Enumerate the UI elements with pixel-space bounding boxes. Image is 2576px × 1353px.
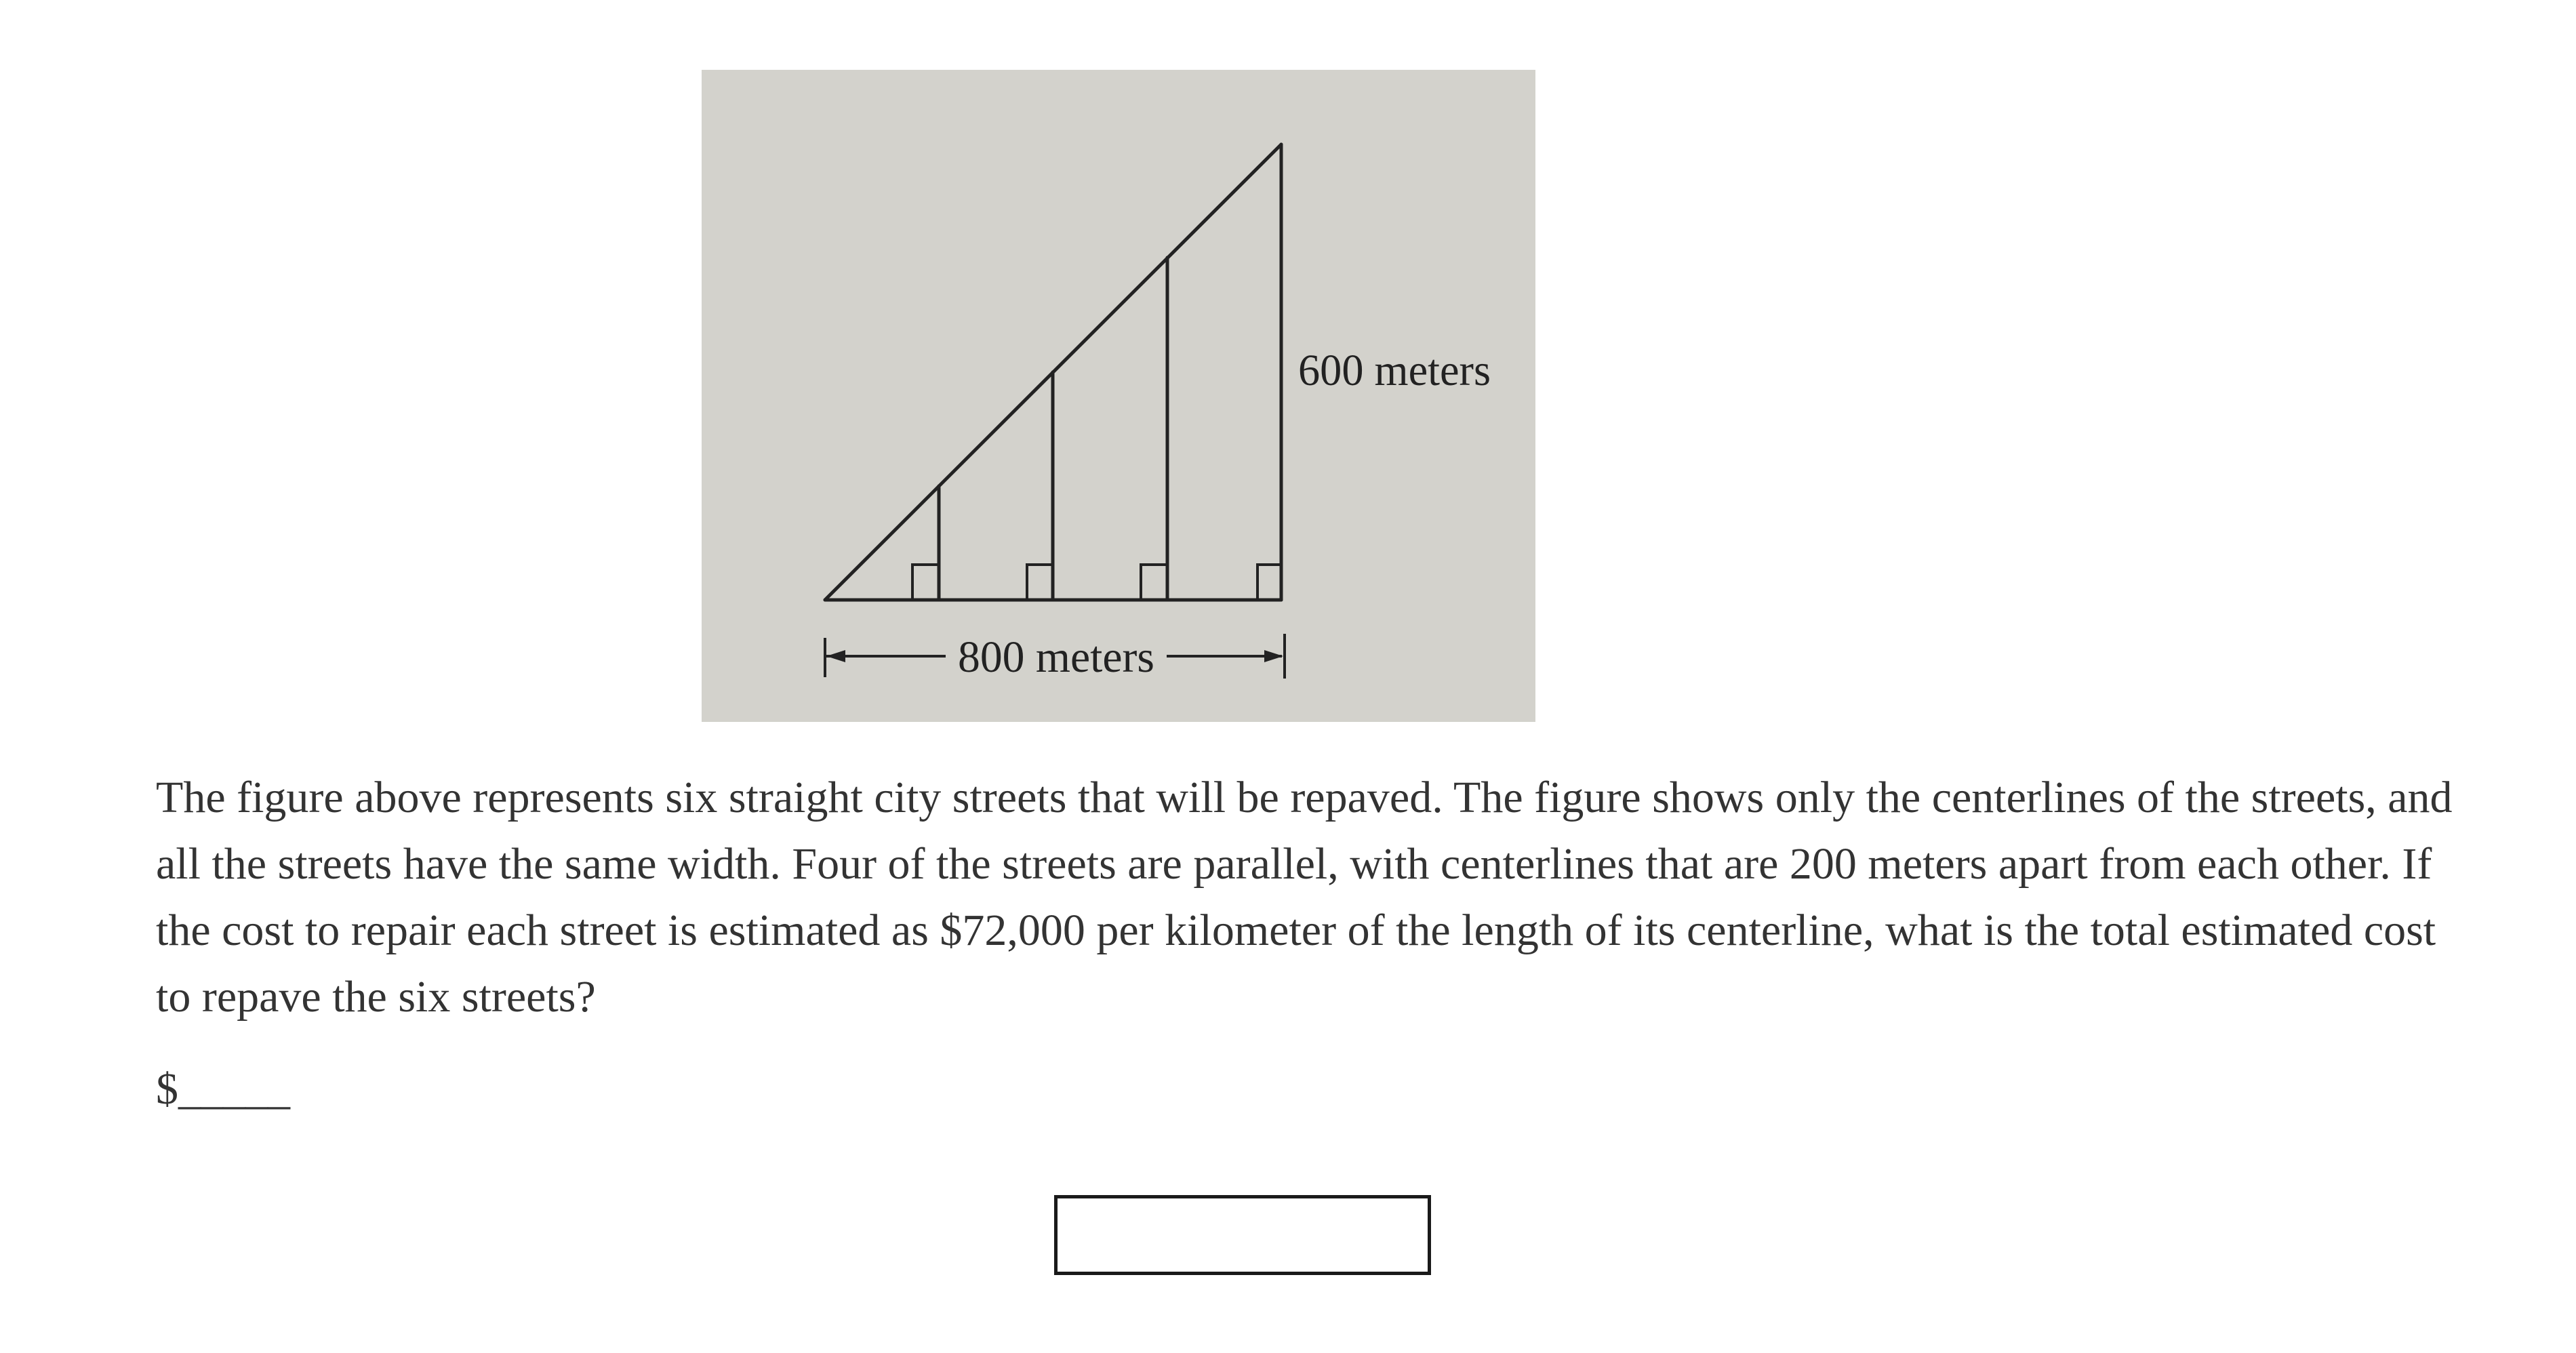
street-figure — [702, 70, 1535, 722]
answer-prefix: $_____ — [156, 1064, 290, 1114]
question-text: The figure above represents six straight city streets that will be repaved. The figure shows only the centerlines of the streets, and all the streets have the same width. Four of the streets are parallel, with centerlines that are 200 meters apart from each other. If the cost to repair each street is estimated as $72,000 per kilometer of the length of its centerline, what is the total estimated cost to repave the six streets? — [156, 773, 2453, 1022]
label-600-meters: 600 meters — [1298, 346, 1491, 395]
figure-background — [702, 70, 1535, 722]
answer-input[interactable] — [1054, 1195, 1431, 1275]
label-800-meters: 800 meters — [958, 632, 1154, 682]
